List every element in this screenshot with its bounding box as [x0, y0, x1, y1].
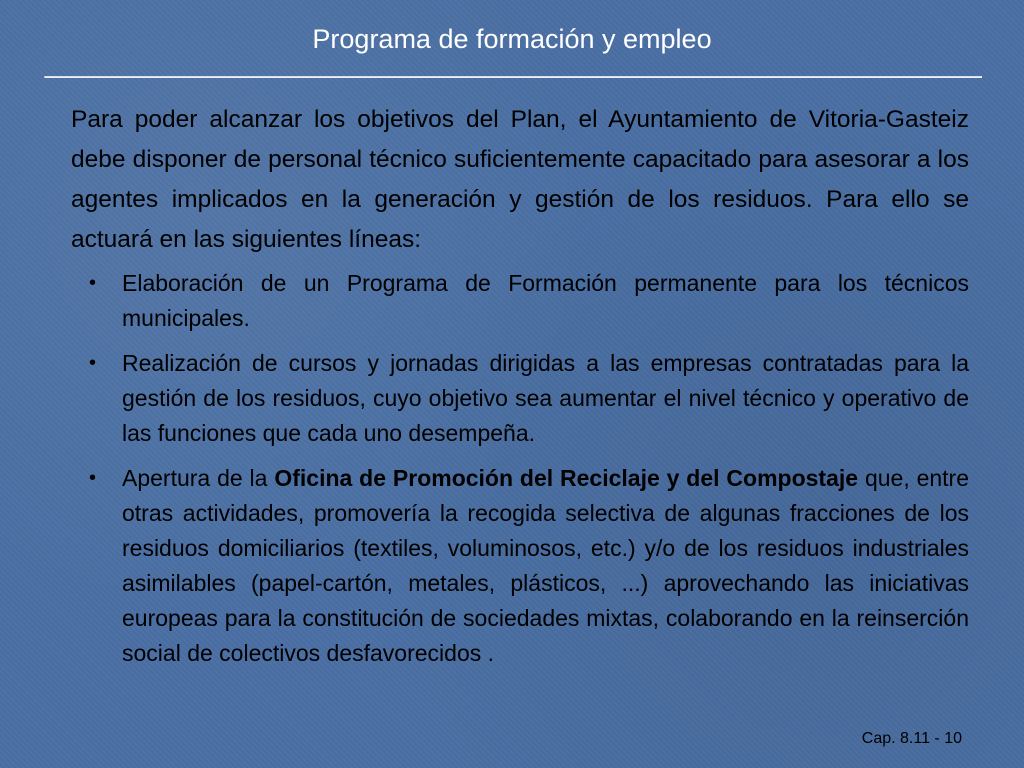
bullet-item: [71, 266, 969, 336]
bullet-icon: •: [89, 352, 97, 374]
bullet-icon: •: [89, 467, 97, 489]
slide-content: [71, 100, 969, 671]
bullet-icon: •: [89, 272, 97, 294]
slide-title: Programa de formación y empleo: [312, 24, 712, 54]
bullet-item: [71, 346, 969, 451]
bullet-list: [71, 266, 969, 671]
bullet-text-after: que, entre otras actividades, promovería la recogida selectiva de algunas fracciones de los residuos domiciliarios (textiles, voluminosos, etc.) y/o de los residuos industriales asimilables (papel-cartón, metales, plásticos, ...) aprovechando las iniciativas europeas para la constitución de sociedades mixtas, colaborando en la reinserción social de colectivos desfavorecidos .: [122, 465, 970, 666]
intro-paragraph: Para poder alcanzar los objetivos del Plan, el Ayuntamiento de Vitoria-Gasteiz debe disponer de personal técnico suficientemente capacitado para asesorar a los agentes implicados en la generación y gestión de los residuos. Para ello se actuará en las siguientes líneas:: [71, 106, 969, 253]
title-divider: [44, 76, 982, 78]
bullet-text-before: Apertura de la: [122, 465, 275, 491]
bullet-item: [71, 461, 969, 671]
bullet-text: Realización de cursos y jornadas dirigidas a las empresas contratadas para la gestión de los residuos, cuyo objetivo sea aumentar el nivel técnico y operativo de las funciones que cada uno desempeña.: [122, 350, 969, 446]
slide-footer: Cap. 8.11 - 10: [861, 730, 962, 747]
bullet-text-bold: Oficina de Promoción del Reciclaje y del Compostaje: [274, 465, 859, 491]
bullet-text: Elaboración de un Programa de Formación permanente para los técnicos municipales.: [122, 270, 969, 331]
